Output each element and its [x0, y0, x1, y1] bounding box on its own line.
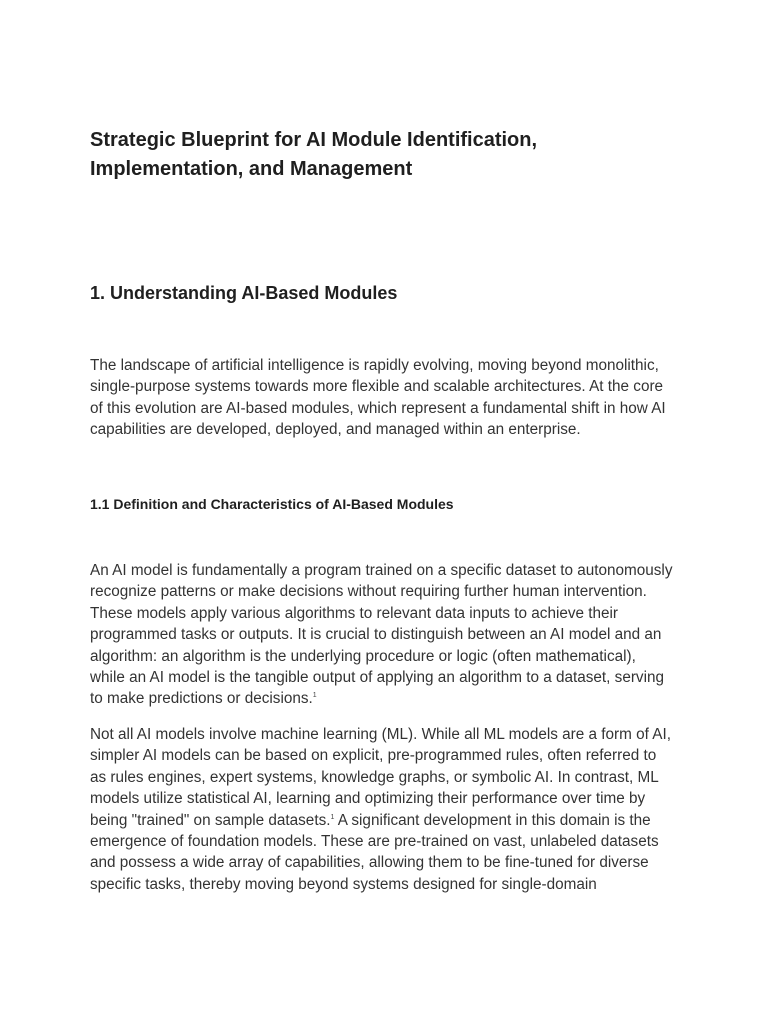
text-line	[90, 688, 690, 709]
footnote-reference[interactable]: 1	[312, 692, 317, 700]
text-line: algorithm: an algorithm is the underlying procedure or logic (often mathematical),	[90, 647, 636, 665]
text-line: specific tasks, thereby moving beyond systems designed for single-domain	[90, 875, 597, 893]
text-line: recognize patterns or make decisions without requiring further human intervention.	[90, 583, 647, 601]
text-line: while an AI model is the tangible output of applying an algorithm to a dataset, serving	[90, 669, 664, 687]
text-line: of this evolution are AI-based modules, which represent a fundamental shift in how AI	[90, 399, 666, 417]
definition-paragraph	[90, 560, 690, 710]
text-line	[90, 810, 690, 831]
text-line: simpler AI models can be based on explicit, pre-programmed rules, often referred to	[90, 747, 657, 765]
text-line: These models apply various algorithms to relevant data inputs to achieve their	[90, 604, 619, 622]
text-fragment: A significant development in this domain is the	[334, 811, 651, 829]
footnote-reference[interactable]: 1	[330, 813, 335, 821]
section-heading: 1. Understanding AI-Based Modules	[90, 283, 398, 303]
text-line: An AI model is fundamentally a program trained on a specific dataset to autonomously	[90, 562, 673, 579]
ml-paragraph	[90, 724, 690, 895]
text-line: and possess a wide array of capabilities, allowing them to be fine-tuned for diverse	[90, 854, 649, 872]
text-line: as rules engines, expert systems, knowledge graphs, or symbolic AI. In contrast, ML	[90, 768, 659, 786]
text-line: The landscape of artificial intelligence is rapidly evolving, moving beyond monolithic,	[90, 357, 659, 374]
text-line: models utilize statistical AI, learning and optimizing their performance over time by	[90, 790, 646, 808]
intro-paragraph	[90, 355, 690, 441]
title-line: Strategic Blueprint for AI Module Identification,	[90, 129, 538, 151]
text-line: capabilities are developed, deployed, and managed within an enterprise.	[90, 421, 581, 439]
text-line: programmed tasks or outputs. It is crucial to distinguish between an AI model and an	[90, 626, 662, 644]
text-fragment: being "trained" on sample datasets.	[90, 811, 331, 829]
text-line: Not all AI models involve machine learning (ML). While all ML models are a form of AI,	[90, 726, 671, 743]
document-title	[90, 126, 690, 184]
text-line: emergence of foundation models. These are pre-trained on vast, unlabeled datasets	[90, 833, 659, 851]
text-fragment: to make predictions or decisions.	[90, 690, 313, 708]
text-line: single-purpose systems towards more flexible and scalable architectures. At the core	[90, 378, 664, 396]
title-line: Implementation, and Management	[90, 158, 413, 180]
subsection-heading: 1.1 Definition and Characteristics of AI-Based Modules	[90, 496, 454, 512]
